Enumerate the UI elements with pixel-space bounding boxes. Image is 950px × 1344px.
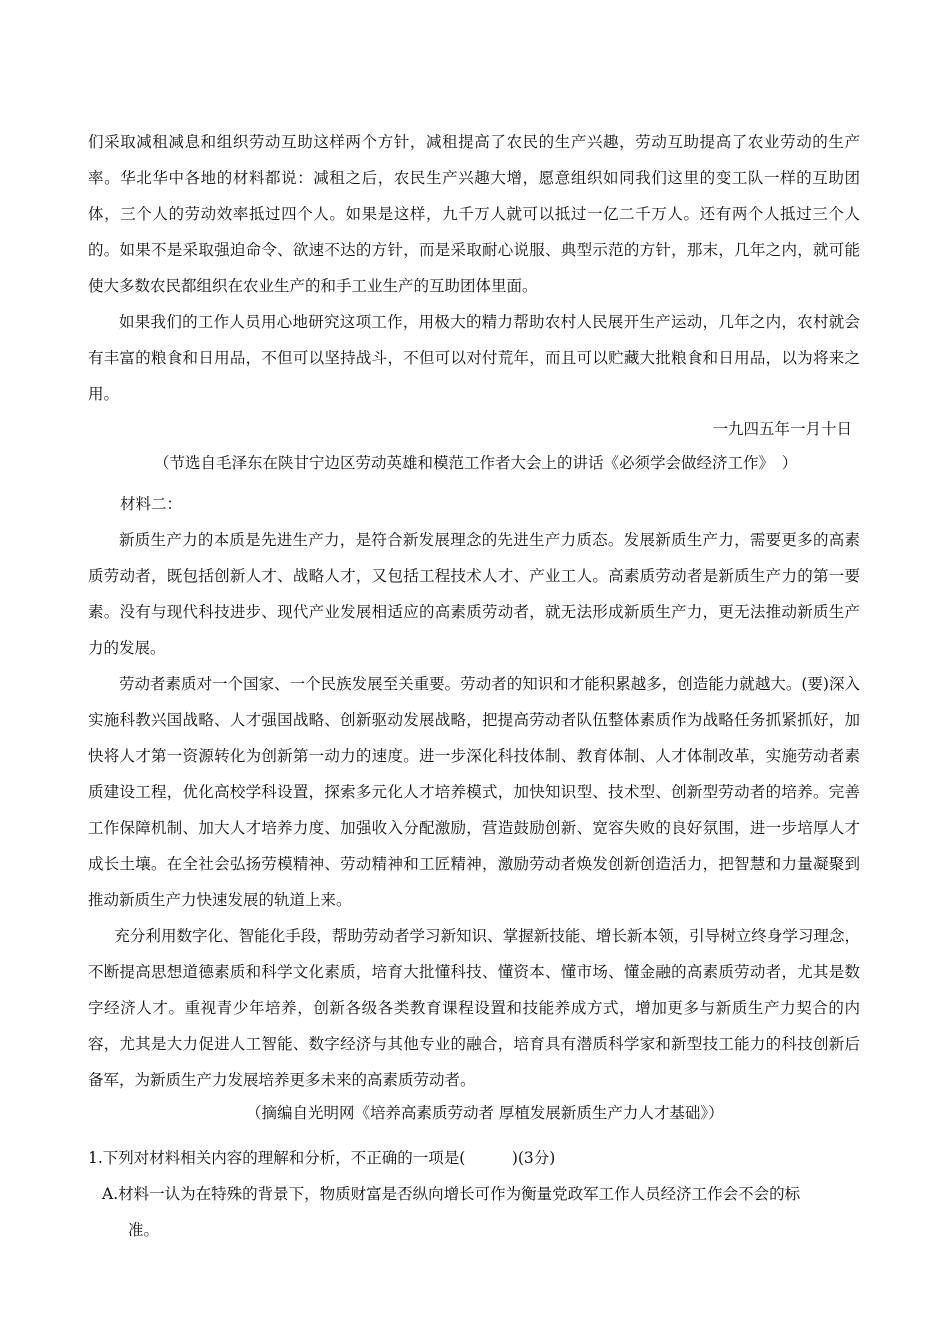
material2-paragraph-3: 充分利用数字化、智能化手段，帮助劳动者学习新知识、掌握新技能、增长新本领，引导树立终身学习理念，不断提高思想道德素质和科学文化素质，培育大批懂科技、懂资本、懂市场、懂金融的高素质劳动者，尤其是数字经济人才。重视青少年培养，创新各级各类教育课程设置和技能养成方式，增加更多与新质生产力契合的内容，尤其是大力促进人工智能、数字经济与其他专业的融合，培育具有潜质科学家和新型技工能力的科技创新后备军，为新质生产力发展培养更多未来的高素质劳动者。 [88, 927, 860, 1089]
material1-paragraph-1: 们采取减租减息和组织劳动互助这样两个方针，减租提高了农民的生产兴趣，劳动互助提高了农业劳动的生产率。华北华中各地的材料都说：减租之后，农民生产兴趣大增，愿意组织如同我们这里的变工队一样的互助团体，三个人的劳动效率抵过四个人。如果是这样，九千万人就可以抵过一亿二千万人。还有两个人抵过三个人的。如果不是采取强迫命令、欲速不达的方针，而是采取耐心说服、典型示范的方针，那末，几年之内，就可能使大多数农民都组织在农业生产的和手工业生产的互助团体里面。 [88, 133, 860, 295]
option-a-line-1: A.材料一认为在特殊的背景下，物质财富是否纵向增长可作为衡量党政军工作人员经济工作会不会的标 [102, 1185, 801, 1203]
material2-paragraph-2: 劳动者素质对一个国家、一个民族发展至关重要。劳动者的知识和才能积累越多，创造能力就越大。(要)深入实施科教兴国战略、人才强国战略、创新驱动发展战略，把提高劳动者队伍整体素质作为战略任务抓紧抓好，加快将人才第一资源转化为创新第一动力的速度。进一步深化科技体制、教育体制、人才体制改革，实施劳动者素质建设工程，优化高校学科设置，探索多元化人才培养模式，加快知识型、技术型、创新型劳动者的培养。完善工作保障机制、加大人才培养力度、加强收入分配激励，营造鼓励创新、宽容失败的良好氛围，进一步培厚人才成长土壤。在全社会弘扬劳模精神、劳动精神和工匠精神，激励劳动者焕发创新创造活力，把智慧和力量凝聚到推动新质生产力快速发展的轨道上来。 [88, 675, 860, 909]
material1-paragraph-2: 如果我们的工作人员用心地研究这项工作，用极大的精力帮助农村人民展开生产运动，几年之内，农村就会有丰富的粮食和日用品，不但可以坚持战斗，不但可以对付荒年，而且可以贮藏大批粮食和日用品，以为将来之用。 [88, 313, 860, 403]
material2-source: （摘编自光明网《培养高素质劳动者 厚植发展新质生产力人才基础》） [246, 1104, 724, 1122]
material1-date: 一九四五年一月十日 [712, 420, 852, 438]
material2-label: 材料二： [120, 495, 183, 513]
document-content [88, 124, 860, 1248]
question-stem: 1.下列对材料相关内容的理解和分析，不正确的一项是( )(3分) [88, 1149, 556, 1167]
material2-paragraph-1: 新质生产力的本质是先进生产力，是符合新发展理念的先进生产力质态。发展新质生产力，需要更多的高素质劳动者，既包括创新人才、战略人才，又包括工程技术人才、产业工人。高素质劳动者是新质生产力的第一要素。没有与现代科技进步、现代产业发展相适应的高素质劳动者，就无法形成新质生产力，更无法推动新质生产力的发展。 [88, 531, 860, 657]
material1-source: （节选自毛泽东在陕甘宁边区劳动英雄和模范工作者大会上的讲话《必须学会做经济工作》 ） [154, 454, 798, 472]
option-a-line-2: 准。 [128, 1221, 160, 1239]
